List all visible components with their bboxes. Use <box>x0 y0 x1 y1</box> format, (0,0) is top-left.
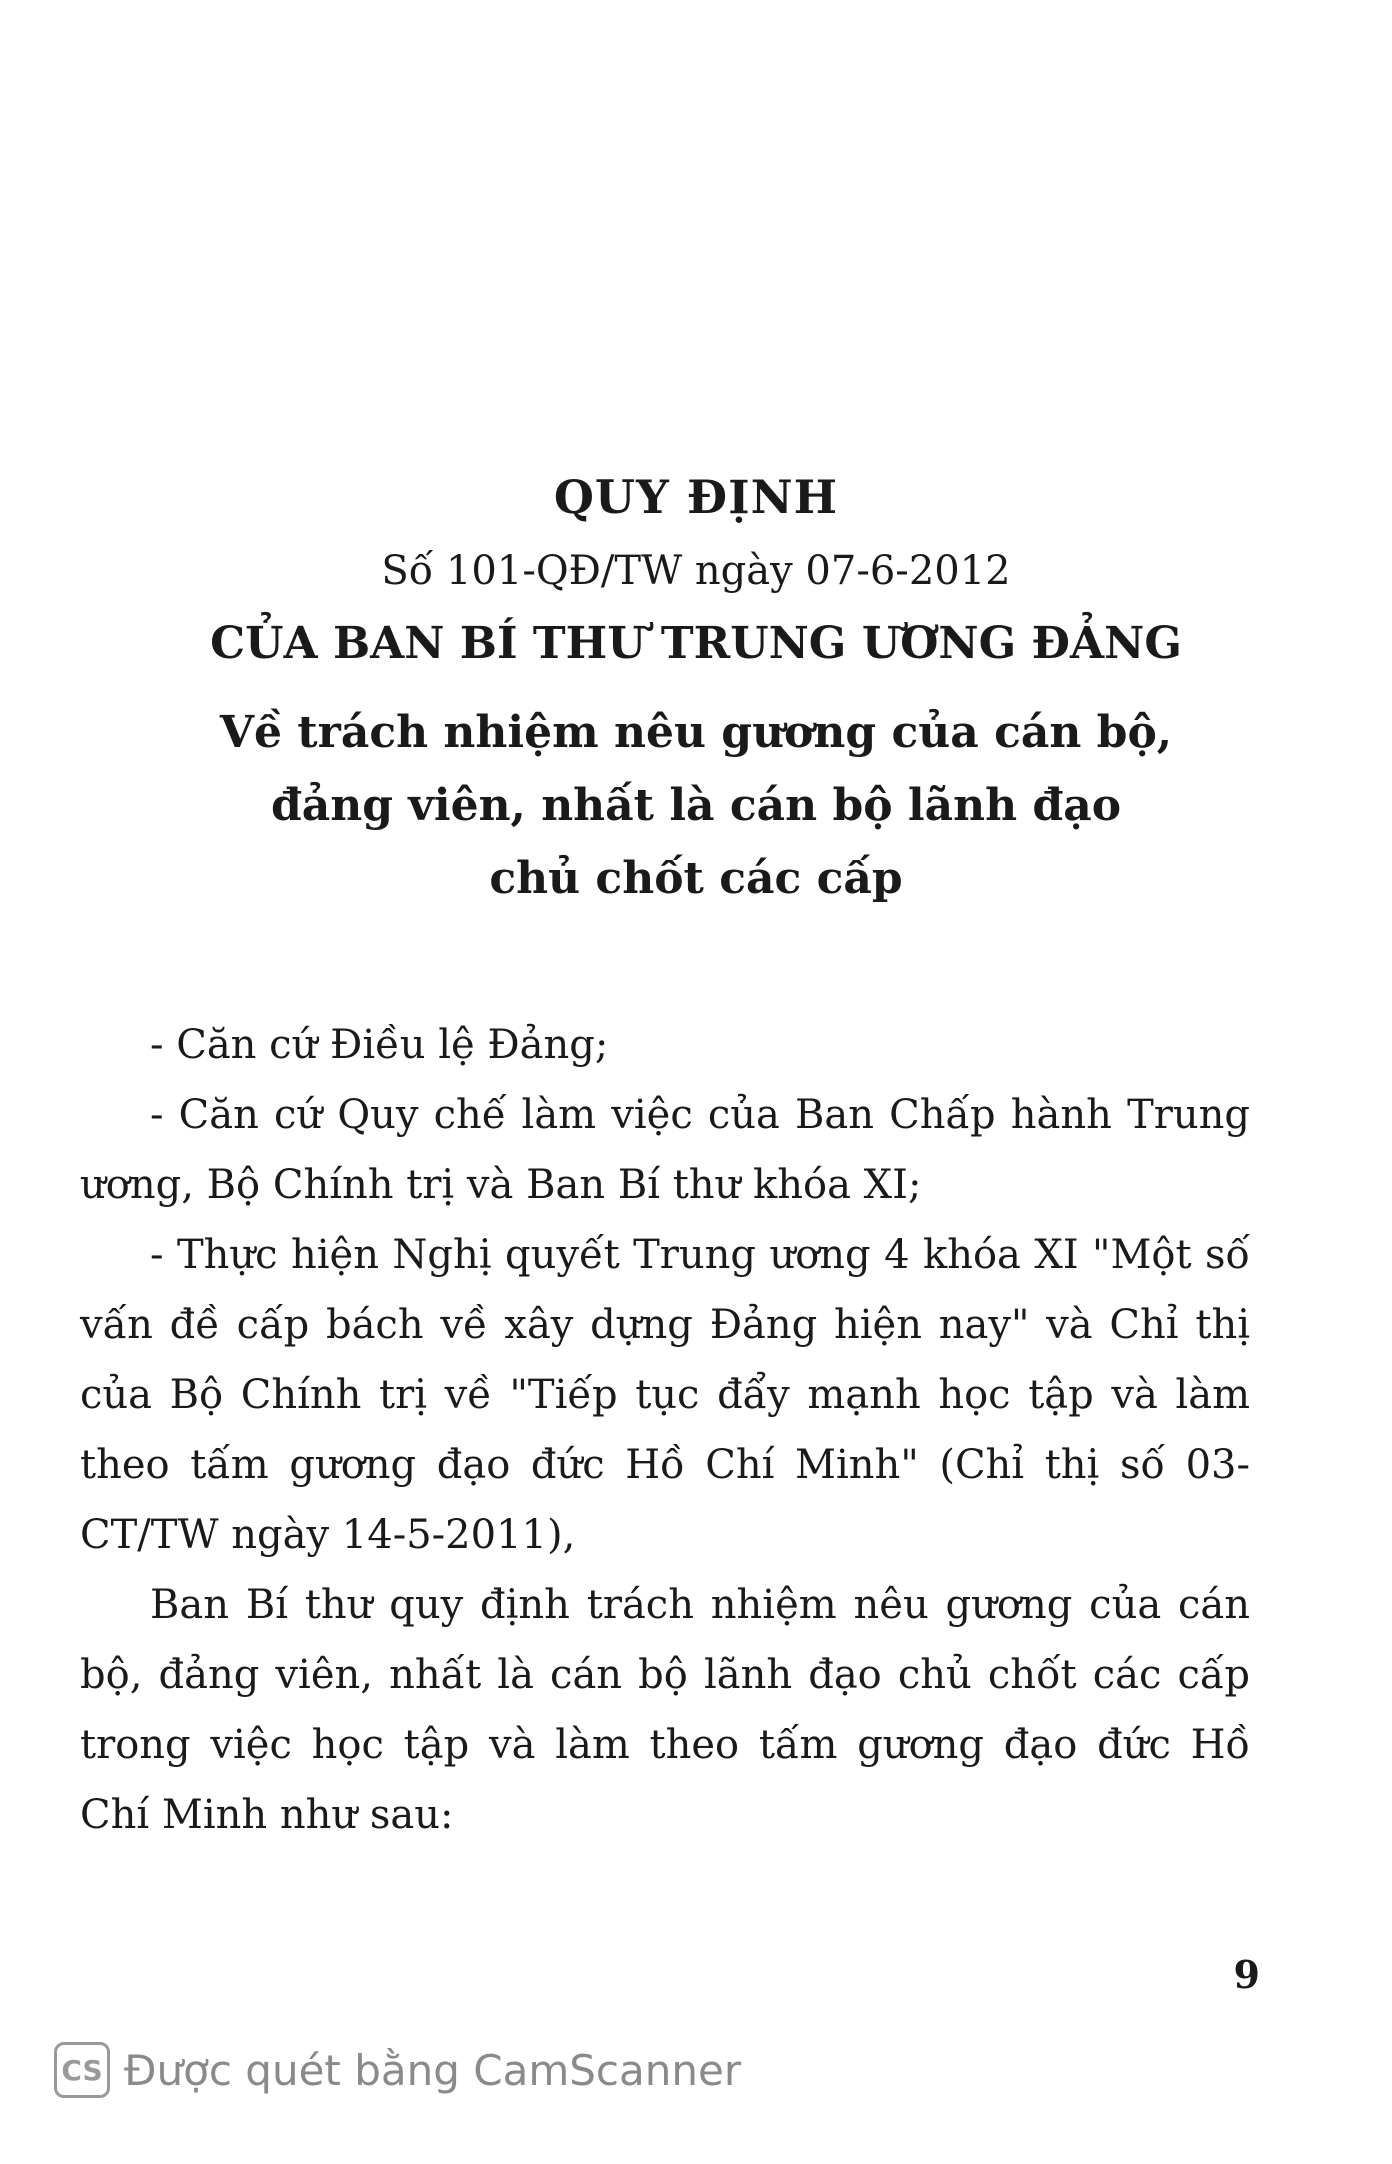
document-title: QUY ĐỊNH <box>553 470 839 524</box>
document-number-line: Số 101-QĐ/TW ngày 07-6-2012 <box>381 548 1011 594</box>
subject-line: đảng viên, nhất là cán bộ lãnh đạo <box>270 780 1122 831</box>
body-paragraph: - Căn cứ Quy chế làm việc của Ban Chấp hành Trung ương, Bộ Chính trị và Ban Bí thư khóa XI; <box>80 1092 1250 1208</box>
document-body <box>80 1010 1250 1850</box>
camscanner-watermark-text: Được quét bằng CamScanner <box>124 2045 742 2095</box>
body-paragraph: - Căn cứ Điều lệ Đảng; <box>150 1022 609 1068</box>
document-issuer: CỦA BAN BÍ THƯ TRUNG ƯƠNG ĐẢNG <box>210 618 1182 669</box>
body-paragraph: - Thực hiện Nghị quyết Trung ương 4 khóa XI "Một số vấn đề cấp bách về xây dựng Đảng hiện nay" và Chỉ thị của Bộ Chính trị về "Tiếp tục đẩy mạnh học tập và làm theo tấm gương đạo đức Hồ Chí Minh" (Chỉ thị số 03-CT/TW ngày 14-5-2011), <box>80 1232 1250 1558</box>
subject-line: chủ chốt các cấp <box>489 853 903 904</box>
document-subject <box>0 696 1392 915</box>
body-paragraph: Ban Bí thư quy định trách nhiệm nêu gương của cán bộ, đảng viên, nhất là cán bộ lãnh đạo chủ chốt các cấp trong việc học tập và làm theo tấm gương đạo đức Hồ Chí Minh như sau: <box>80 1582 1250 1838</box>
subject-line: Về trách nhiệm nêu gương của cán bộ, <box>219 707 1173 758</box>
reverse-page-bleed-through <box>70 180 1250 468</box>
page-number: 9 <box>1233 1952 1260 1997</box>
camscanner-logo-icon: CS <box>54 2042 110 2098</box>
camscanner-watermark <box>54 2040 741 2100</box>
